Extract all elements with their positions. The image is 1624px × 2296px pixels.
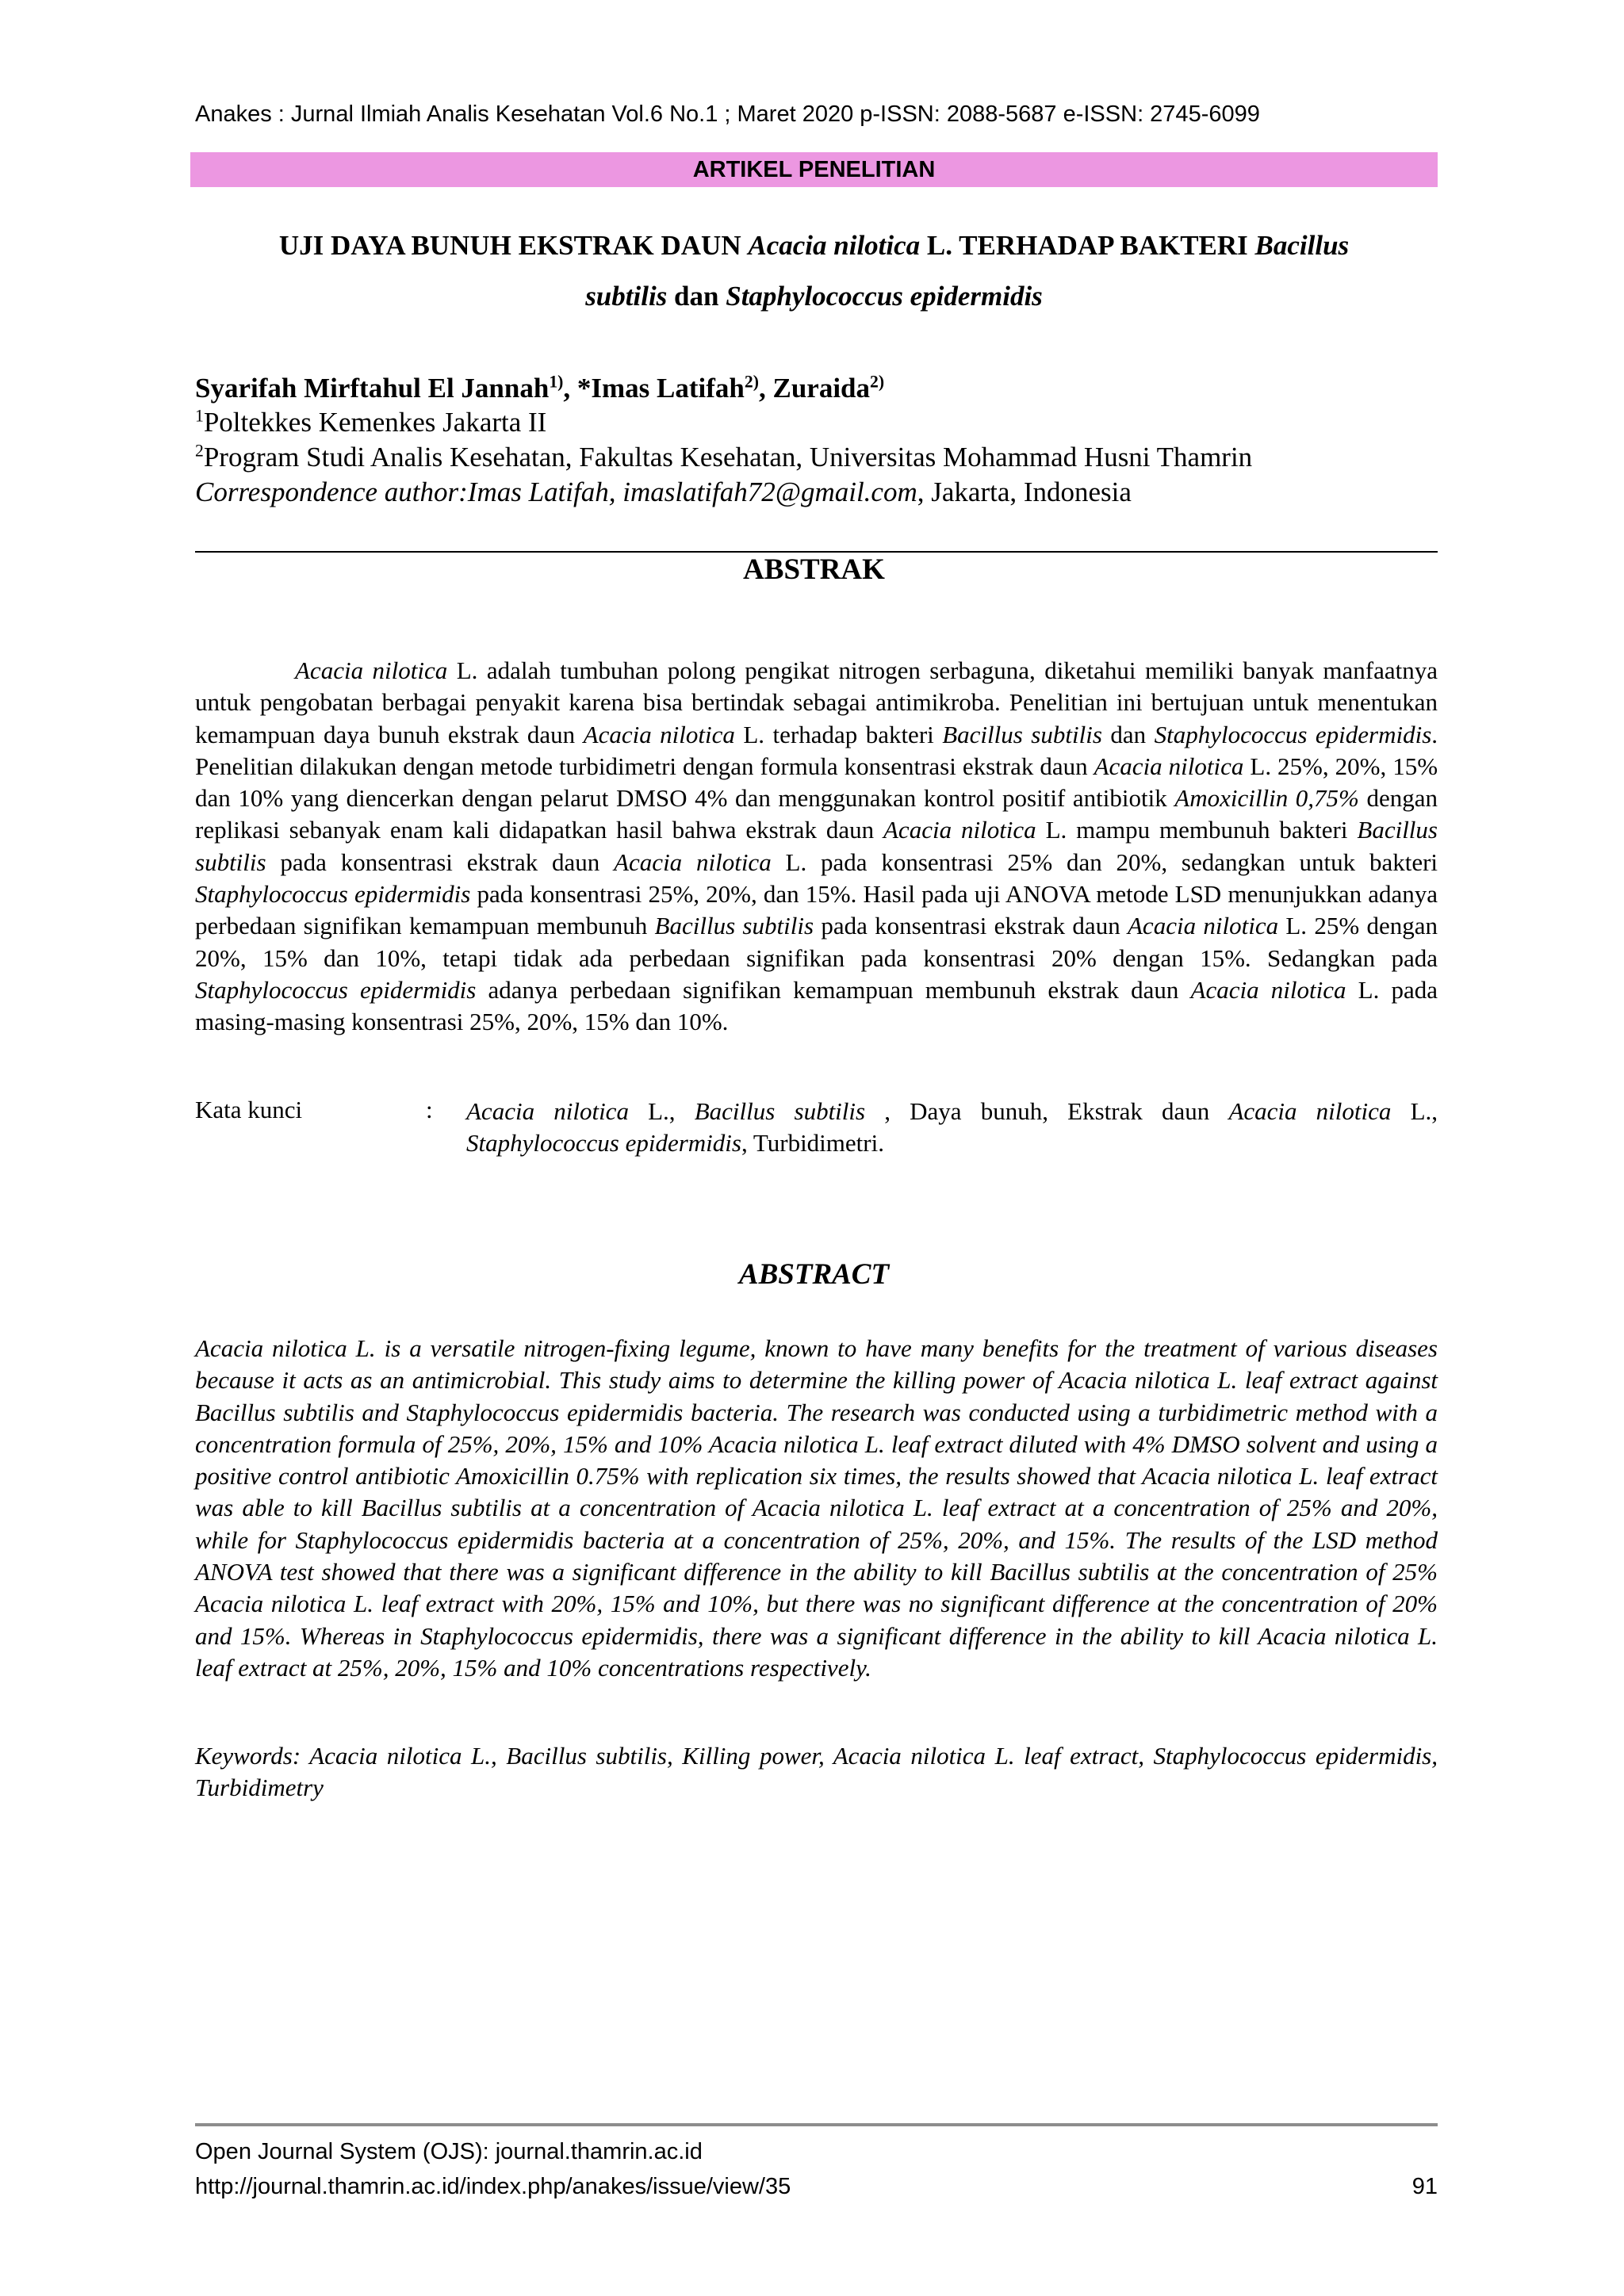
author-name: Syarifah Mirftahul El Jannah [195,373,550,404]
abstrak-text: L. 25%, 20%, 15% dan 10% yang diencerkan dengan pelarut DMSO 4% dan menggunakan kontrol positif antibiotik [195,752,1438,813]
abstrak-species: Acacia nilotica [1128,912,1279,940]
abstrak-species: Staphylococcus epidermidis [1154,720,1432,748]
kata-kunci-label: Kata kunci [195,1096,303,1123]
abstrak-text: pada konsentrasi ekstrak daun [814,912,1128,940]
correspondence-email: Correspondence author:Imas Latifah, imaslatifah72@gmail.com [195,476,917,507]
keyword-text: , Daya bunuh, Ekstrak daun [865,1097,1229,1125]
keyword-text: L., [628,1097,695,1125]
kata-kunci-colon: : [426,1096,433,1123]
affiliation-2 [195,442,1252,473]
affiliation-number: 2 [195,441,204,461]
correspondence-location: , Jakarta, Indonesia [917,476,1132,507]
abstrak-species: Bacillus subtilis [942,720,1102,748]
abstrak-text: pada konsentrasi 25%, 20%, dan 15%. Hasil pada uji ANOVA metode LSD menunjukkan adanya perbedaan signifikan kemampuan membunuh [195,880,1438,940]
title-text: dan [667,281,726,312]
abstrak-text: pada konsentrasi ekstrak daun [266,848,615,876]
abstrak-species: Acacia nilotica [883,816,1036,844]
abstrak-text: L. 25% dengan 20%, 15% dan 10%, tetapi tidak ada perbedaan signifikan pada konsentrasi 20% dengan 15%. Sedangkan pada [195,912,1438,972]
paper-title [190,220,1438,322]
author-affiliation-mark: 2) [744,372,759,392]
abstrak-body [195,655,1438,1039]
abstrak-text: . Penelitian dilakukan dengan metode turbidimetri dengan formula konsentrasi ekstrak daun [195,720,1438,780]
keyword-species: Acacia nilotica [1228,1097,1392,1125]
abstrak-species: Acacia nilotica [1190,975,1346,1004]
title-text: L. TERHADAP BAKTERI [920,230,1255,261]
keyword-species: Staphylococcus epidermidis [466,1129,741,1158]
page-number: 91 [1411,2174,1438,2199]
abstrak-species: Bacillus subtilis [195,816,1438,876]
abstract-body: Acacia nilotica L. is a versatile nitrogen-fixing legume, known to have many benefits for the treatment of various diseases because it acts as an antimicrobial. This study aims to determine the killing power of Acacia nilotica L. leaf extract against Bacillus subtilis and Staphylococcus epidermidis bacteria. The research was conducted using a turbidimetric method with a concentration formula of 25%, 20%, 15% and 10% Acacia nilotica L. leaf extract diluted with 4% DMSO solvent and using a positive control antibiotic Amoxicillin 0.75% with replication six times, the results showed that Acacia nilotica L. leaf extract was able to kill Bacillus subtilis at a concentration of Acacia nilotica L. leaf extract at a concentration of 25% and 20%, while for Staphylococcus epidermidis bacteria at a concentration of 25%, 20%, and 15%. The results of the LSD method ANOVA test showed that there was a significant difference in the ability to kill Bacillus subtilis at the concentration of 25% Acacia nilotica L. leaf extract with 20%, 15% and 10%, but there was no significant difference at the concentration of 20% and 15%. Whereas in Staphylococcus epidermidis, there was a significant difference in the ability to kill Acacia nilotica L. leaf extract at 25%, 20%, 15% and 10% concentrations respectively. [195,1334,1438,1682]
title-species: Bacillus [1254,230,1350,261]
journal-header: Anakes : Jurnal Ilmiah Analis Kesehatan Vol.6 No.1 ; Maret 2020 p-ISSN: 2088-5687 e-ISSN: 2745-6099 [195,101,1260,127]
abstrak-text: L. pada masing-masing konsentrasi 25%, 20%, 15% dan 10%. [195,975,1438,1036]
abstrak-species: Acacia nilotica [295,656,448,684]
author-affiliation-mark: 1) [549,372,564,392]
footer-ojs: Open Journal System (OJS): journal.thamrin.ac.id [195,2139,703,2164]
kata-kunci-list [466,1096,1438,1160]
correspondence [195,476,1132,508]
abstrak-text: L. pada konsentrasi 25% dan 20%, sedangkan untuk bakteri [771,848,1438,876]
abstrak-text: adanya perbedaan signifikan kemampuan membunuh ekstrak daun [476,975,1191,1004]
abstrak-heading: ABSTRAK [743,553,885,586]
article-type-banner [190,152,1438,187]
abstrak-species: Acacia nilotica [614,848,772,876]
author-list: Syarifah Mirftahul El Jannah$^{1)}$, *Imas Latifah$^{2)}$, Zuraida$^{2)}$ [195,372,885,404]
keyword-species: Acacia nilotica [466,1097,629,1125]
abstrak-species: Acacia nilotica [583,720,735,748]
title-species: subtilis [585,281,668,312]
abstrak-species: Staphylococcus epidermidis [195,880,471,909]
article-type-label: ARTIKEL PENELITIAN [692,157,936,182]
affiliation-1 [195,407,546,438]
abstrak-text: L. adalah tumbuhan polong pengikat nitrogen serbaguna, diketahui memiliki banyak manfaatnya untuk pengobatan berbagai penyakit karena bisa bertindak sebagai antimikroba. Penelitian ini bertujuan untuk menentukan kemampuan daya bunuh ekstrak daun [195,656,1438,748]
affiliation-text: Program Studi Analis Kesehatan, Fakultas Kesehatan, Universitas Mohammad Husni Thamrin [203,442,1253,473]
title-text: UJI DAYA BUNUH EKSTRAK DAUN [278,230,749,261]
footer-divider [195,2123,1438,2126]
abstrak-text: dengan replikasi sebanyak enam kali didapatkan hasil bahwa ekstrak daun [195,784,1438,844]
author-name: *Imas Latifah [576,373,745,404]
title-species: Staphylococcus epidermidis [726,281,1043,312]
title-species: Acacia nilotica [748,230,921,261]
author-affiliation-mark: 2) [870,372,885,392]
author-name: Zuraida [772,373,871,404]
keyword-text: L., [1391,1097,1438,1125]
keyword-text: , Turbidimetri. [741,1129,884,1158]
abstrak-species: Bacillus subtilis [654,912,814,940]
abstrak-species: Acacia nilotica [1094,752,1244,780]
abstrak-text: L. terhadap bakteri [734,720,943,748]
abstrak-text: dan [1101,720,1155,748]
keywords-english: Keywords: Acacia nilotica L., Bacillus subtilis, Killing power, Acacia nilotica L. leaf extract, Staphylococcus epidermidis, Turbidimetry [195,1742,1438,1802]
abstrak-antibiotic: Amoxicillin 0,75% [1174,784,1359,813]
keyword-species: Bacillus subtilis [694,1097,866,1125]
abstrak-text: L. mampu membunuh bakteri [1036,816,1358,844]
affiliation-text: Poltekkes Kemenkes Jakarta II [203,407,547,438]
footer-url[interactable]: http://journal.thamrin.ac.id/index.php/anakes/issue/view/35 [195,2174,791,2199]
abstrak-species: Staphylococcus epidermidis [195,975,477,1004]
affiliation-number: 1 [195,406,204,426]
abstract-heading: ABSTRACT [738,1258,890,1291]
